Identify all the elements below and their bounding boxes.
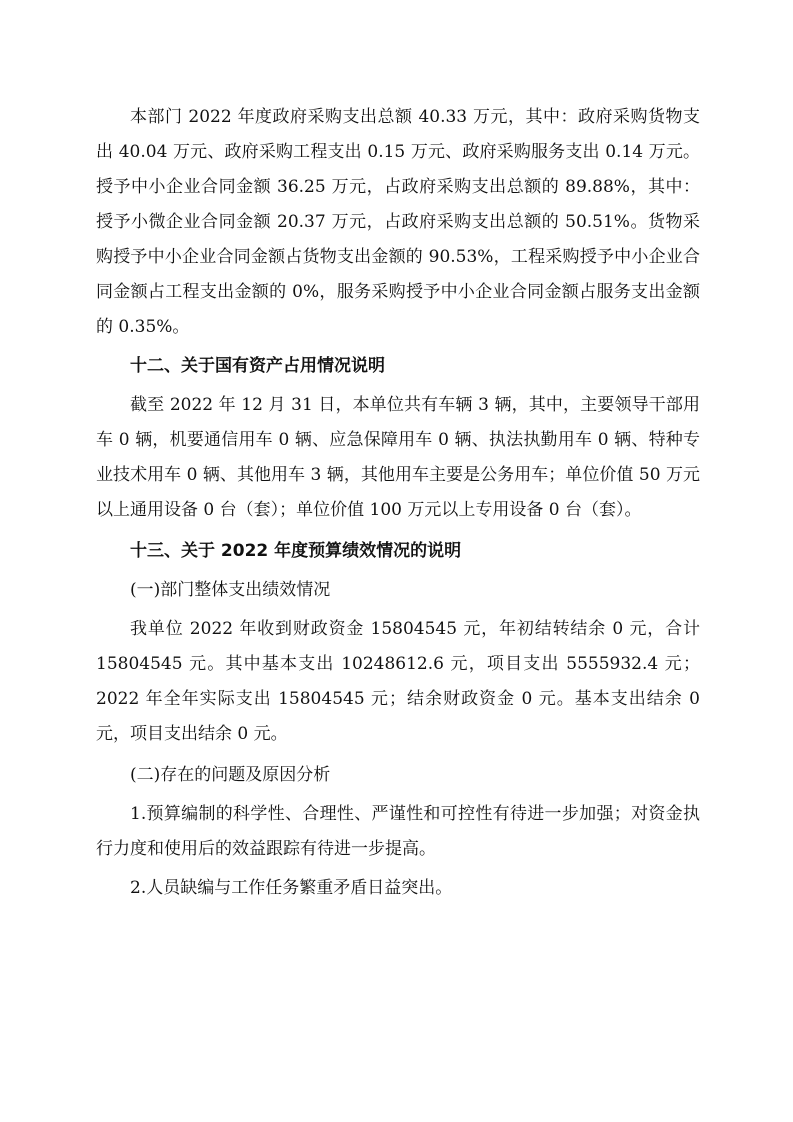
issue-1-paragraph: 1.预算编制的科学性、合理性、严谨性和可控性有待进一步加强；对资金执行力度和使用后的效益跟踪有待进一步提高。: [96, 804, 700, 859]
section-13-heading: 十三、关于 2022 年度预算绩效情况的说明: [130, 541, 462, 561]
problems-subheading: (二)存在的问题及原因分析: [130, 765, 331, 785]
procurement-paragraph: 本部门 2022 年度政府采购支出总额 40.33 万元，其中：政府采购货物支出 40.04 万元、政府采购工程支出 0.15 万元、政府采购服务支出 0.14 万元。授予中小企业合同金额 36.25 万元，占政府采购支出总额的 89.88%，其中：授予小微企业合同金额 20.37 万元，占政府采购支出总额的 50.51%。货物采购授予中小企业合同金额占货物支出金额的 90.53%，工程采购授予中小企业合同金额占工程支出金额的 0%，服务采购授予中小企业合同金额占服务支出金额的 0.35%。: [96, 107, 700, 337]
document-page: [96, 100, 700, 906]
overall-performance-subheading: (一)部门整体支出绩效情况: [130, 580, 331, 600]
issue-2-paragraph: 2.人员缺编与工作任务繁重矛盾日益突出。: [130, 878, 453, 898]
funds-paragraph: 我单位 2022 年收到财政资金 15804545 元，年初结转结余 0 元，合计 15804545 元。其中基本支出 10248612.6 元，项目支出 5555932.4 元；2022 年全年实际支出 15804545 元；结余财政资金 0 元。基本支出结余 0 元，项目支出结余 0 元。: [96, 619, 700, 744]
section-12-heading: 十二、关于国有资产占用情况说明: [130, 356, 385, 376]
assets-paragraph: 截至 2022 年 12 月 31 日，本单位共有车辆 3 辆，其中，主要领导干部用车 0 辆，机要通信用车 0 辆、应急保障用车 0 辆、执法执勤用车 0 辆、特种专业技术用车 0 辆、其他用车 3 辆，其他用车主要是公务用车；单位价值 50 万元以上通用设备 0 台（套）；单位价值 100 万元以上专用设备 0 台（套）。: [96, 395, 700, 520]
